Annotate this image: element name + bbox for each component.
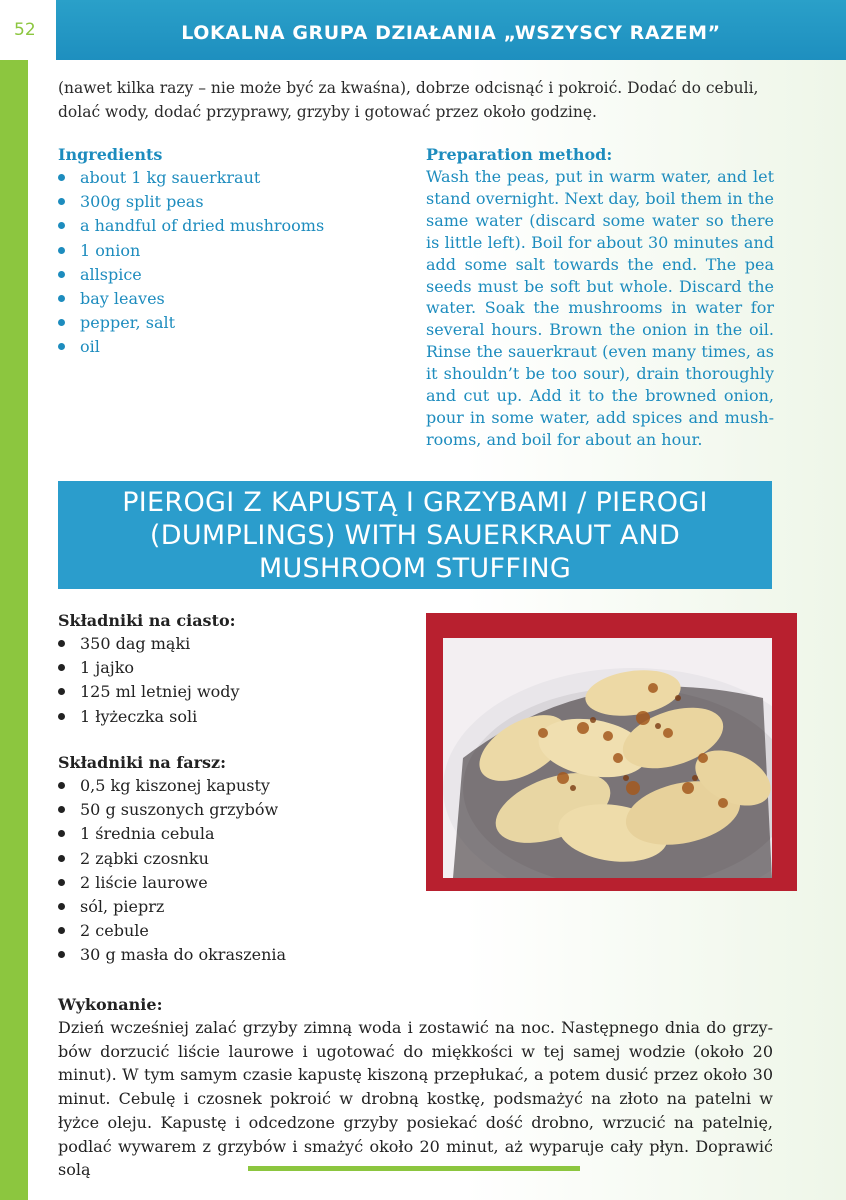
preparation-en-heading: Preparation method: (426, 145, 613, 164)
list-item: about 1 kg sauerkraut (58, 166, 398, 190)
ingredients-en-section (58, 144, 398, 360)
dough-list (58, 632, 398, 729)
list-item: 50 g suszonych grzybów (58, 798, 398, 822)
list-item: 1 onion (58, 239, 398, 263)
list-item: 125 ml letniej wody (58, 680, 398, 704)
list-item: 2 cebule (58, 919, 398, 943)
preparation-en-text: Wash the peas, put in warm water, and let stand overnight. Next day, boil them in the same water (discard some water so there is little left). Boil for about 30 minutes and add some salt towards the end. The pea seeds must be soft but whole. Discard the water. Soak the mushrooms in water for several hours. Brown the onion in the oil. Rinse the sauerkraut (even many times, as it shouldn’t be too sour), drain thoroughly and cut up. Add it to the browned onion, pour in some water, add spices and mushrooms, and boil for about an hour. (426, 167, 774, 449)
preparation-en-section (426, 144, 774, 451)
pierogi-illustration (443, 638, 772, 878)
ingredients-en-heading: Ingredients (58, 145, 163, 164)
ingredients-en-list (58, 166, 398, 360)
dough-heading: Składniki na ciasto: (58, 611, 236, 630)
filling-section (58, 752, 398, 968)
list-item: pepper, salt (58, 311, 398, 335)
dough-section (58, 610, 398, 729)
list-item: 2 liście laurowe (58, 871, 398, 895)
page-number: 52 (0, 0, 56, 60)
list-item: sól, pieprz (58, 895, 398, 919)
pierogi-photo (443, 638, 772, 878)
list-item: 0,5 kg kiszonej kapusty (58, 774, 398, 798)
filling-heading: Składniki na farsz: (58, 753, 227, 772)
method-text: Dzień wcześniej zalać grzyby zimną woda i zostawić na noc. Następnego dnia do grzybów dorzucić liście laurowe i ugotować do miękkości w tej samej wodzie (około 20 minut). W tym samym czasie kapustę kiszoną przepłukać, a potem dusić przez około 30 minut. Cebulę i czosnek pokroić w drobną kostkę, podsmażyć na złoto na patelni w łyżce oleju. Kapustę i odcedzone grzyby posiekać dość drobno, wrzucić na patelnię, podlać wywarem z grzybów i smażyć około 20 minut, aż wyparuje cały płyn. Doprawić solą (58, 1018, 773, 1180)
list-item: allspice (58, 263, 398, 287)
left-green-bar (0, 0, 28, 1200)
photo-frame (426, 613, 797, 891)
method-heading: Wykonanie: (58, 995, 163, 1014)
footer-line (248, 1166, 580, 1171)
recipe-title-box (58, 481, 772, 589)
list-item: 300g split peas (58, 190, 398, 214)
list-item: 2 ząbki czosnku (58, 847, 398, 871)
header-title: LOKALNA GRUPA DZIAŁANIA „WSZYSCY RAZEM” (181, 22, 721, 44)
list-item: 30 g masła do okraszenia (58, 943, 398, 967)
list-item: 1 łyżeczka soli (58, 705, 398, 729)
filling-list (58, 774, 398, 968)
method-section (58, 994, 773, 1182)
list-item: oil (58, 335, 398, 359)
intro-paragraph: (nawet kilka razy – nie może być za kwaśna), dobrze odcisnąć i pokroić. Dodać do cebuli, dolać wody, dodać przyprawy, grzyby i gotować przez około godzinę. (58, 79, 759, 121)
list-item: 1 jajko (58, 656, 398, 680)
recipe-title: PIEROGI Z KAPUSTĄ I GRZYBAMI / PIEROGI (DUMPLINGS) WITH SAUERKRAUT AND MUSHROOM STUFFING (122, 486, 708, 584)
header-banner (56, 0, 846, 60)
list-item: 1 średnia cebula (58, 822, 398, 846)
list-item: a handful of dried mushrooms (58, 214, 398, 238)
list-item: bay leaves (58, 287, 398, 311)
list-item: 350 dag mąki (58, 632, 398, 656)
